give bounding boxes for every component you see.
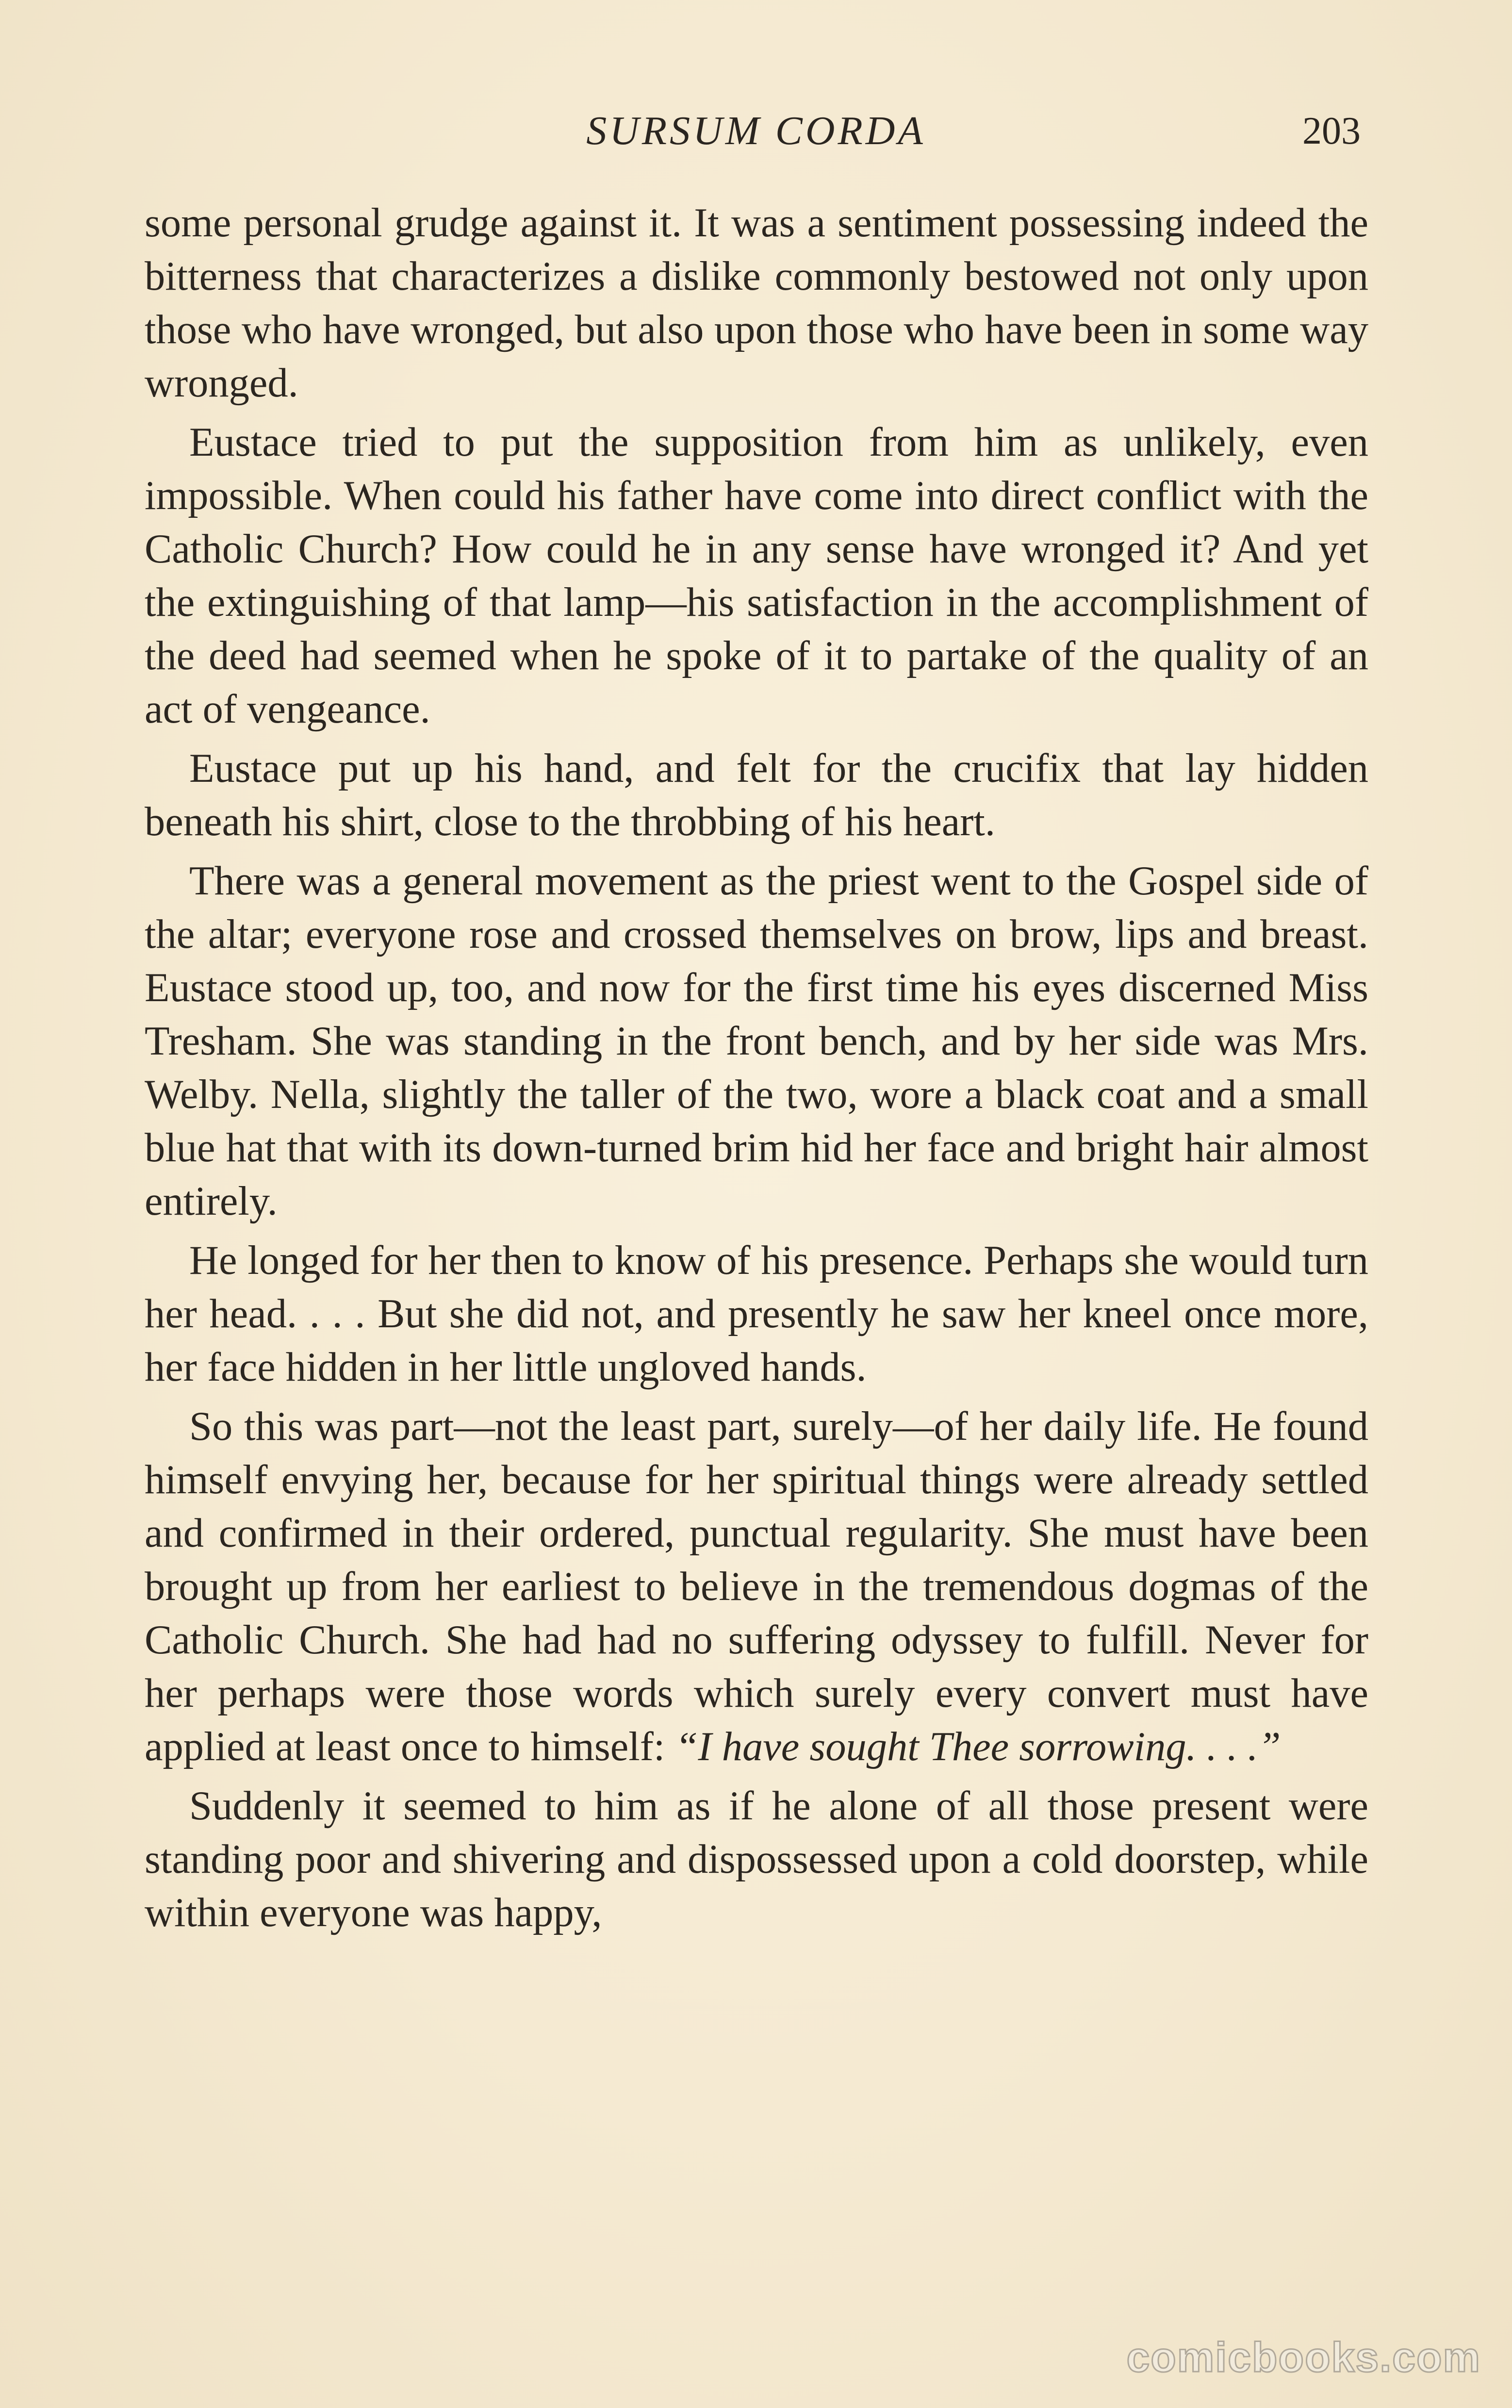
- paragraph-6-quote: “I have sought Thee sorrowing. . . .”: [675, 1724, 1281, 1769]
- running-head: [0, 99, 1512, 163]
- paragraph-7: Suddenly it seemed to him as if he alone of all those present were standing poor and shivering and dispossessed upon a cold doorstep, while within everyone was happy,: [145, 1783, 1368, 1935]
- running-title: SURSUM CORDA: [586, 108, 926, 153]
- paragraph-6: [145, 1400, 1368, 1774]
- paragraph-2: Eustace tried to put the supposition from him as unlikely, even impossible. When could his father have come into direct conflict with the Catholic Church? How could he in any sense have wronged it? And yet the extinguishing of that lamp—his satisfaction in the accomplishment of the deed had seemed when he spoke of it to partake of the quality of an act of vengeance.: [145, 420, 1368, 732]
- paragraph-3: Eustace put up his hand, and felt for the crucifix that lay hidden beneath his shirt, close to the throbbing of his heart.: [145, 746, 1368, 844]
- paragraph-4: There was a general movement as the priest went to the Gospel side of the altar; everyone rose and crossed themselves on brow, lips and breast. Eustace stood up, too, and now for the first time his eyes discerned Miss Tresham. She was standing in the front bench, and by her side was Mrs. Welby. Nella, slightly the taller of the two, wore a black coat and a small blue hat that with its down-turned brim hid her face and bright hair almost entirely.: [145, 858, 1368, 1224]
- watermark-logo: comicbooks.com: [1126, 2334, 1481, 2381]
- paragraph-1: some personal grudge against it. It was a sentiment possessing indeed the bitterness that characterizes a dislike commonly bestowed not only upon those who have wronged, but also upon those who have been in some way wronged.: [145, 200, 1368, 406]
- page-number: 203: [1302, 110, 1361, 152]
- paragraph-5: He longed for her then to know of his presence. Perhaps she would turn her head. . . . But she did not, and presently he saw her kneel once more, her face hidden in her little ungloved hands.: [145, 1238, 1368, 1390]
- paragraph-6-text: So this was part—not the least part, surely—of her daily life. He found himself envying her, because for her spiritual things were already settled and confirmed in their ordered, punctual regularity. She must have been brought up from her earliest to believe in the tremendous dogmas of the Catholic Church. She had had no suffering odyssey to fulfill. Never for her perhaps were those words which surely every convert must have applied at least once to himself:: [145, 1404, 1368, 1769]
- body-text: [145, 197, 1368, 1946]
